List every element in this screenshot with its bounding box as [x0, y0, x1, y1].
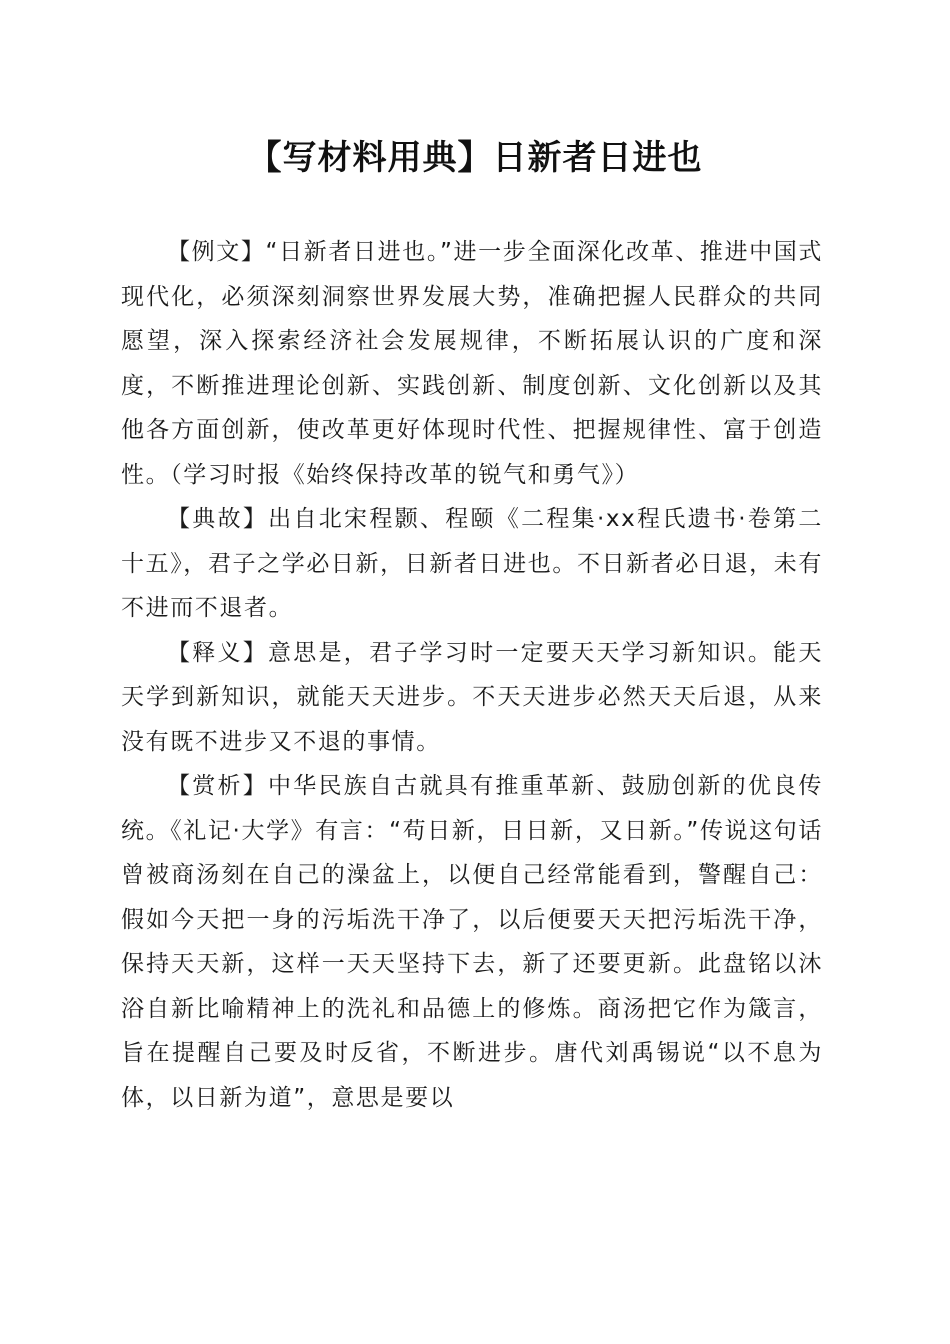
document-title: 【写材料用典】日新者日进也 — [247, 138, 703, 178]
paragraph-meaning: 【释义】意思是，君子学习时一定要天天学习新知识。能天天学到新知识，就能天天进步。不天天进步必然天天后退，从来没有既不进步又不退的事情。 — [121, 639, 823, 755]
paragraph-example: 【例文】“日新者日进也。”进一步全面深化改革、推进中国式现代化，必须深刻洞察世界发展大势，准确把握人民群众的共同愿望，深入探索经济社会发展规律，不断拓展认识的广度和深度，不断推进理论创新、实践创新、制度创新、文化创新以及其他各方面创新，使改革更好体现时代性、把握规律性、富于创造性。（学习时报《始终保持改革的锐气和勇气》） — [121, 239, 823, 488]
document-body — [121, 230, 823, 1120]
paragraph-allusion: 【典故】出自北宋程颢、程颐《二程集·xx程氏遗书·卷第二十五》，君子之学必日新，日新者日进也。不日新者必日退，未有不进而不退者。 — [121, 506, 823, 621]
paragraph-appreciation: 【赏析】中华民族自古就具有推重革新、鼓励创新的优良传统。《礼记·大学》有言：“苟日新，日日新，又日新。”传说这句话曾被商汤刻在自己的澡盆上，以便自己经常能看到，警醒自己：假如今天把一身的污垢洗干净了，以后便要天天把污垢洗干净，保持天天新，这样一天天坚持下去，新了还要更新。此盘铭以沐浴自新比喻精神上的洗礼和品德上的修炼。商汤把它作为箴言，旨在提醒自己要及时反省，不断进步。唐代刘禹锡说“以不息为体，以日新为道”，意思是要以 — [121, 773, 823, 1111]
